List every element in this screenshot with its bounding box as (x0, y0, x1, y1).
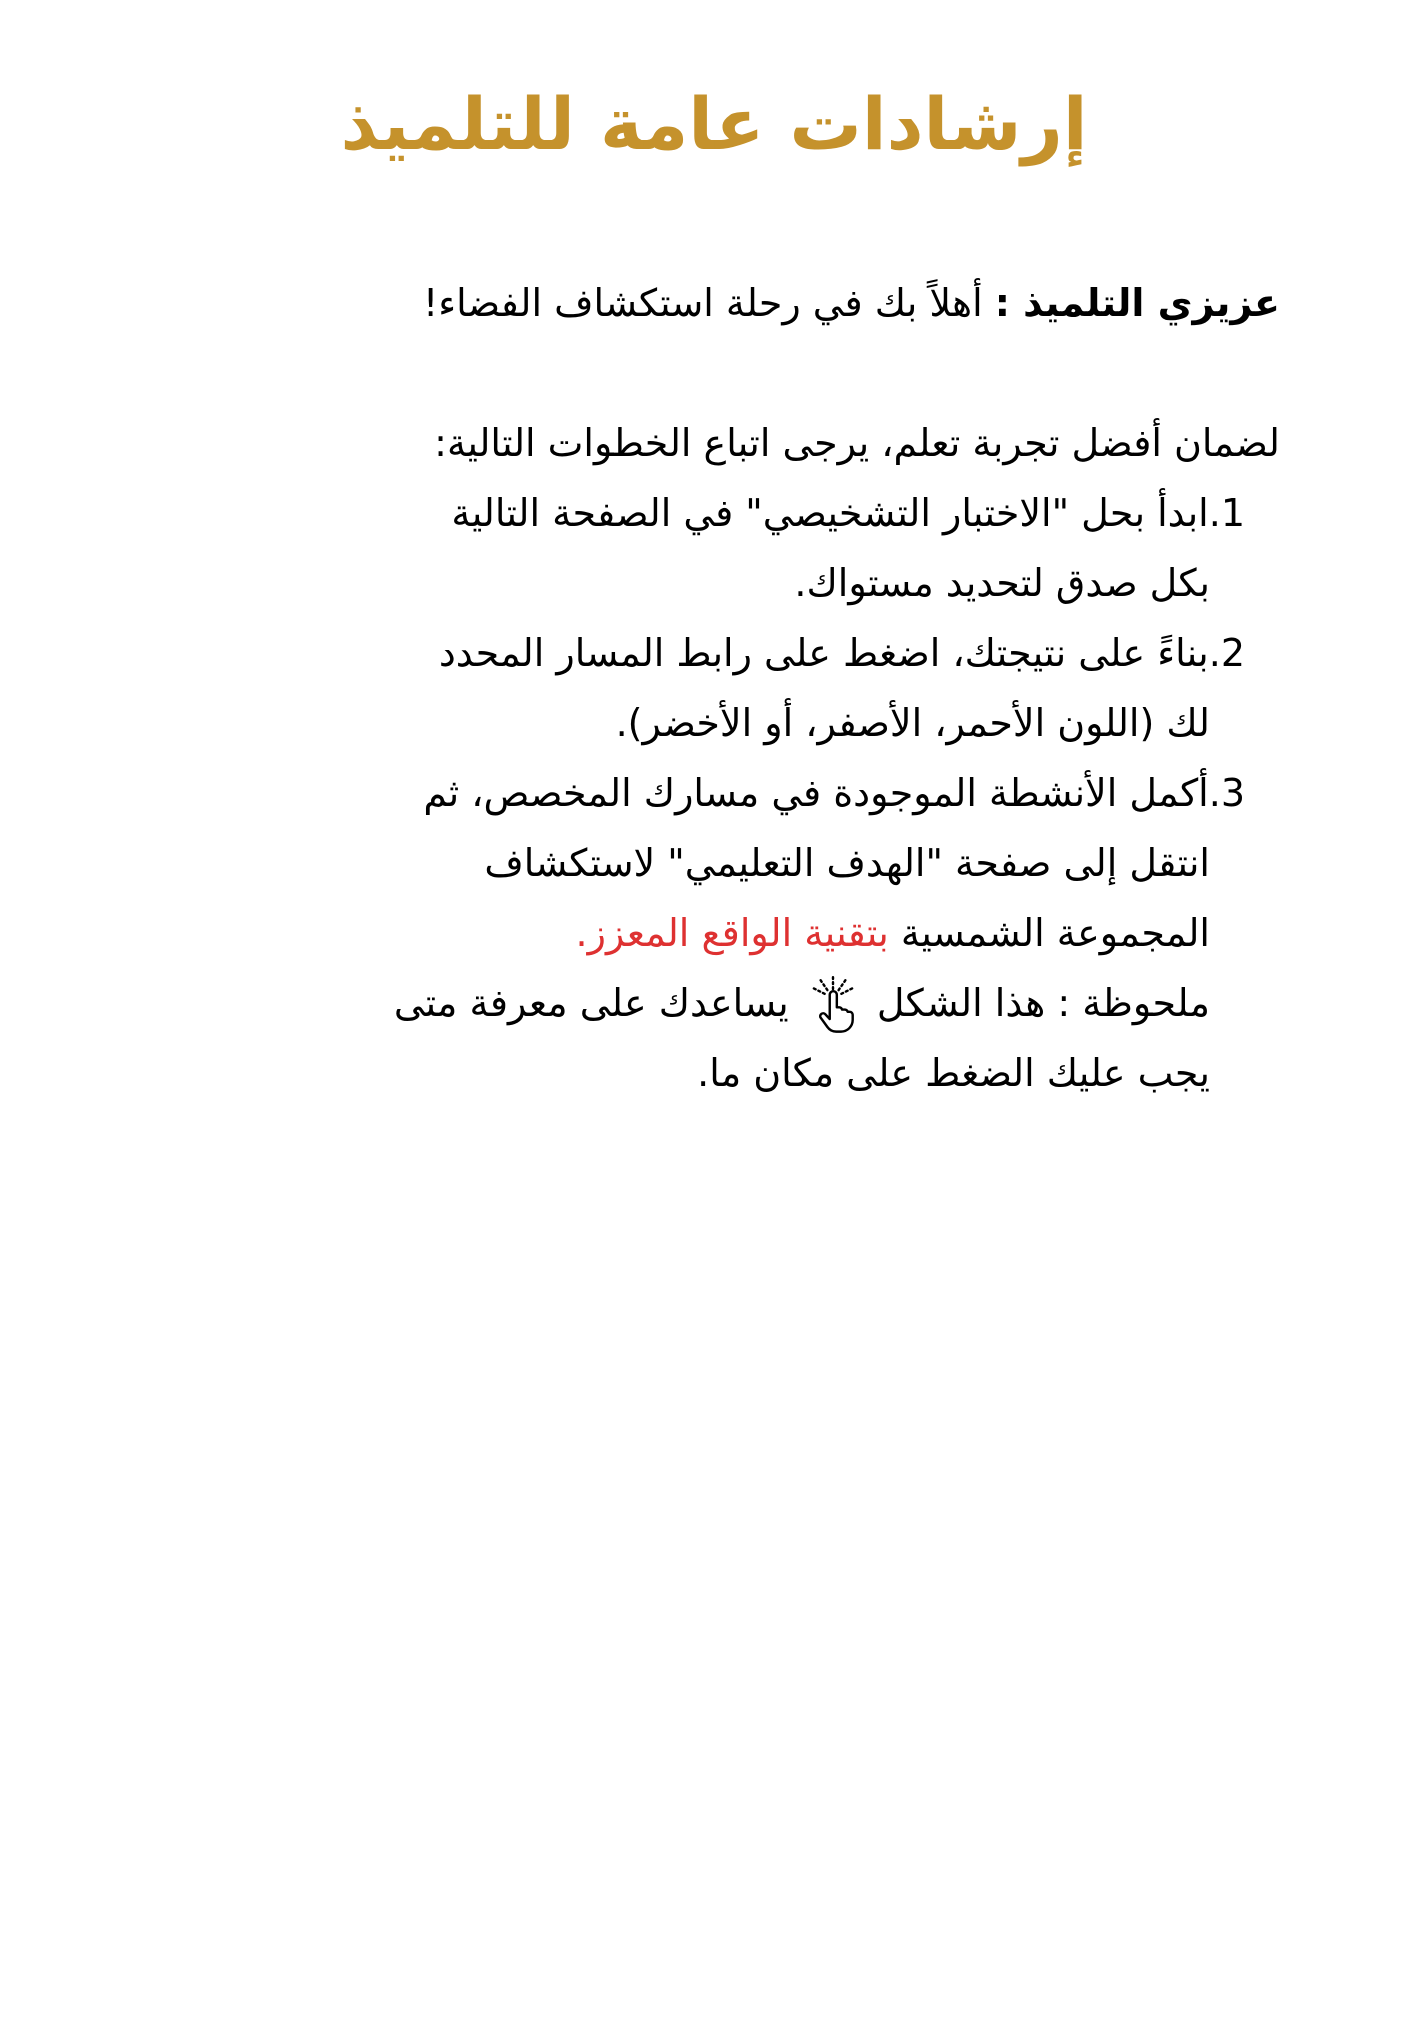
note-line-1 (120, 968, 1280, 1038)
intro-salutation: عزيزي التلميذ : (994, 280, 1280, 325)
note-line-2: يجب عليك الضغط على مكان ما. (697, 1050, 1210, 1095)
note-paragraph (120, 968, 1280, 1108)
intro-line (120, 268, 1280, 338)
step-1-line-1: 1.ابدأ بحل "الاختبار التشخيصي" في الصفحة التالية (451, 490, 1245, 535)
step-item-2 (120, 618, 1280, 758)
step-item-3 (120, 758, 1280, 968)
blank-line (120, 338, 1280, 408)
step-3-line-3 (120, 898, 1280, 968)
step-3-line-2: انتقل إلى صفحة "الهدف التعليمي" لاستكشاف (484, 840, 1210, 885)
ensure-line: لضمان أفضل تجربة تعلم، يرجى اتباع الخطوات التالية: (434, 420, 1280, 465)
note-text-before-icon: ملحوظة : هذا الشكل (864, 980, 1210, 1025)
step-3-line-3-red-highlight: بتقنية الواقع المعزز. (575, 910, 889, 955)
page-title: إرشادات عامة للتلميذ (340, 82, 1088, 166)
document-body (120, 268, 1280, 1108)
step-2-line-2: لك (اللون الأحمر، الأصفر، أو الأخضر). (615, 700, 1210, 745)
step-3-line-1: 3.أكمل الأنشطة الموجودة في مسارك المخصص، ثم (423, 770, 1245, 815)
step-1-line-2: بكل صدق لتحديد مستواك. (794, 560, 1210, 605)
step-item-1 (120, 478, 1280, 618)
step-2-line-1: 2.بناءً على نتيجتك، اضغط على رابط المسار المحدد (438, 630, 1245, 675)
steps-list (120, 478, 1280, 968)
pointer-hand-cursor-icon (805, 972, 861, 1038)
step-3-line-3-black: المجموعة الشمسية (888, 910, 1210, 955)
note-text-after-icon: يساعدك على معرفة متى (393, 980, 801, 1025)
intro-welcome-text: أهلاً بك في رحلة استكشاف الفضاء! (423, 280, 995, 325)
